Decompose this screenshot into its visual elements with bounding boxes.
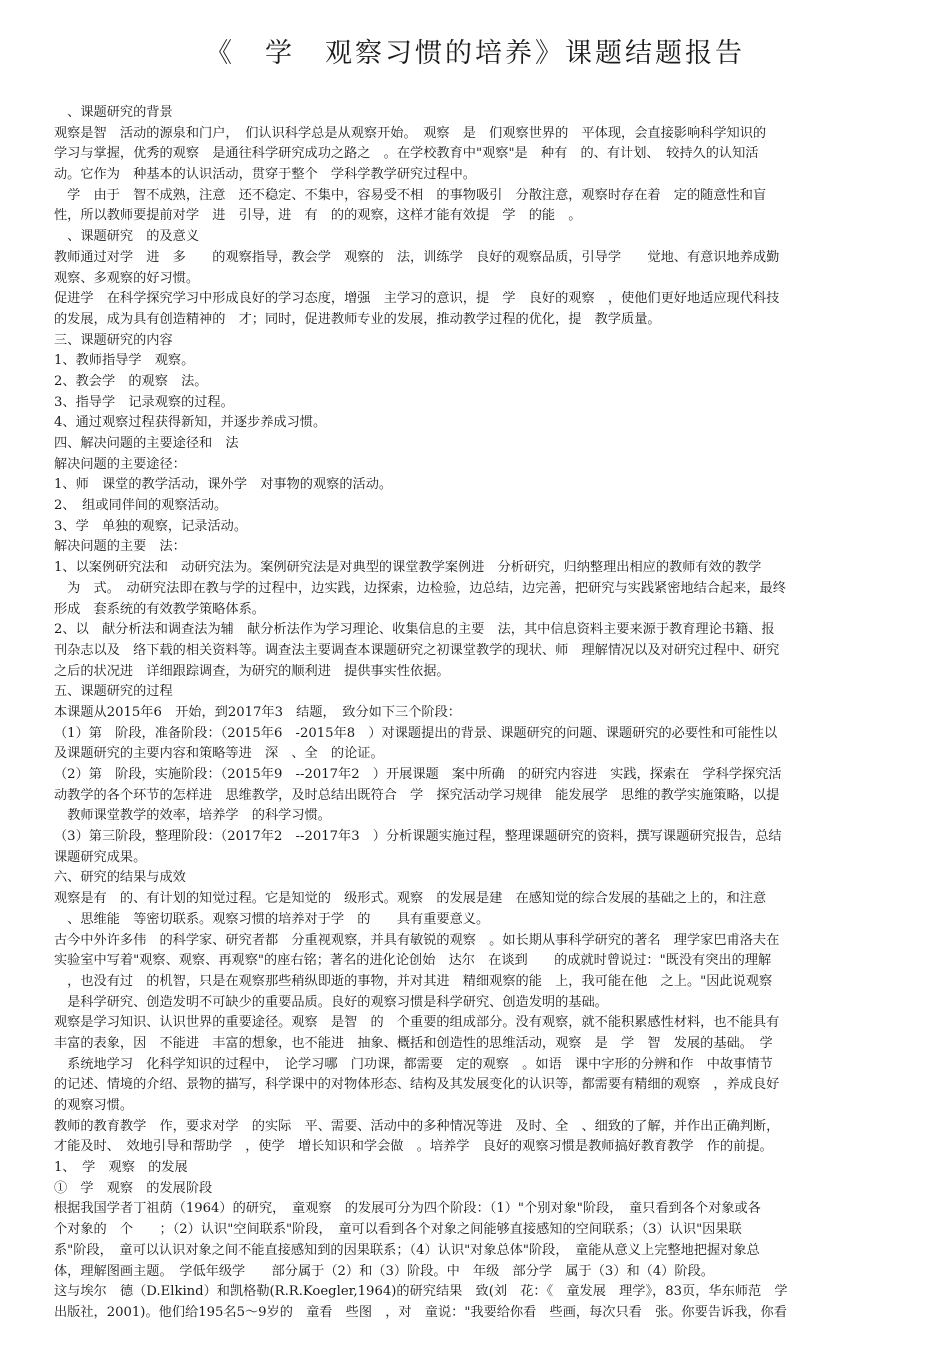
- text-line: 3、指导学 记录观察的过程。: [54, 394, 234, 410]
- text-line: 教师课堂教学的效率，培养学 的科学习惯。: [54, 808, 331, 824]
- text-line: 教师通过对学 进 多 的观察指导，教会学 观察的 法，训练学 良好的观察品质，引导学 觉地、有意识地养成勤: [54, 249, 780, 265]
- text-line: 个对象的 个 ；（2）认识"空间联系"阶段， 童可以看到各个对象之间能够直接感知的空间联系；（3）认识"因果联: [54, 1222, 742, 1238]
- text-line: 、课题研究的背景: [54, 105, 173, 120]
- text-line: 根据我国学者丁祖荫（1964）的研究， 童观察 的发展可分为四个阶段：（1）"个别对象"阶段， 童只看到各个对象或各: [54, 1201, 761, 1217]
- text-line: 动。它作为 种基本的认识活动，贯穿于整个 学科学教学研究过程中。: [54, 167, 476, 183]
- text-line: 系"阶段， 童可以认识对象之间不能直接感知到的因果联系；（4）认识"对象总体"阶段， 童能从意义上完整地把握对象总: [54, 1242, 760, 1258]
- text-line: 、课题研究 的及意义: [54, 229, 200, 245]
- text-line: 观察是学习知识、认识世界的重要途径。观察 是智 的 个重要的组成部分。没有观察，就不能积累感性材料，也不能具有: [54, 1015, 780, 1031]
- text-line: 体，理解图画主题。 学低年级学 部分属于（2）和（3）阶段。中 年级 部分学 属于（3）和（4）阶段。: [54, 1263, 714, 1279]
- text-line: 学习与掌握，优秀的观察 是通往科学研究成功之路之 。在学校教育中"观察"是 种有 的、有计划、 较持久的认知活: [54, 146, 759, 162]
- text-line: 出版社，2001)。他们给195名5～9岁的 童看 些图 ，对 童说："我要给你看 些画，每次只看 张。你要告诉我，你看: [54, 1304, 787, 1320]
- text-line: 的记述、情境的介绍、景物的描写，科学课中的对物体形态、结构及其发展变化的认识等，都需要有精细的观察 ，养成良好: [54, 1077, 780, 1093]
- text-line: 2、教会学 的观察 法。: [54, 373, 208, 389]
- text-line: 古今中外许多伟 的科学家、研究者都 分重视观察，并具有敏锐的观察 。如长期从事科学研究的著名 理学家巴甫洛夫在: [54, 932, 780, 948]
- text-line: 及课题研究的主要内容和策略等进 深 、全 的论证。: [54, 746, 384, 762]
- text-line: 1、师 课堂的教学活动，课外学 对事物的观察的活动。: [54, 477, 393, 493]
- text-line: 系统地学习 化科学知识的过程中， 论学习哪 门功课，都需要 定的观察 。如语 课中字形的分辨和作 中故事情节: [54, 1056, 773, 1072]
- text-line: 观察、多观察的好习惯。: [54, 270, 200, 286]
- text-line: 之后的状况进 详细跟踪调查，为研究的顺利进 提供事实性依据。: [54, 663, 450, 679]
- text-line: （2）第 阶段，实施阶段：（2015年9 --2017年2 ）开展课题 案中所确 的研究内容进 实践，探索在 学科学探究活: [54, 767, 782, 782]
- text-line: 观察是智 活动的源泉和门户， 们认识科学总是从观察开始。 观察 是 们观察世界的 平体现，会直接影响科学知识的: [54, 125, 767, 141]
- text-line: 2、 组或同伴间的观察活动。: [54, 498, 228, 514]
- text-line: 才能及时、 效地引导和帮助学 ，使学 增长知识和学会做 。培养学 良好的观察习惯是教师搞好教育教学 作的前提。: [54, 1139, 773, 1155]
- text-line: 六、研究的结果与成效: [54, 870, 186, 886]
- text-line: 的观察习惯。: [54, 1098, 134, 1113]
- text-line: 观察是有 的、有计划的知觉过程。它是知觉的 级形式。观察 的发展是建 在感知觉的综合发展的基础之上的，和注意: [54, 891, 767, 907]
- page-title: 《 学 观察习惯的培养》课题结题报告: [205, 38, 745, 69]
- text-line: 为 式。 动研究法即在教与学的过程中，边实践，边探索，边检验，边总结，边完善，把研究与实践紧密地结合起来，最终: [54, 580, 786, 596]
- text-line: 2、以 献分析法和调查法为辅 献分析法作为学习理论、收集信息的主要 法，其中信息资料主要来源于教育理论书籍、报: [54, 622, 775, 638]
- text-line: （3）第三阶段，整理阶段：（2017年2 --2017年3 ）分析课题实施过程，整理课题研究的资料，撰写课题研究报告，总结: [54, 829, 782, 845]
- text-line: 3、学 单独的观察，记录活动。: [54, 518, 248, 534]
- text-line: 刊杂志以及 络下载的相关资料等。调查法主要调查本课题研究之初课堂教学的现状、师 理解情况以及对研究过程中、研究: [54, 642, 780, 658]
- text-line: 形成 套系统的有效教学策略体系。: [54, 601, 265, 617]
- text-line: 1、教师指导学 观察。: [54, 353, 195, 369]
- text-line: 1、以案例研究法和 动研究法为。案例研究法是对典型的课堂教学案例进 分析研究，归纳整理出相应的教师有效的教学: [54, 560, 762, 576]
- text-line: ① 学 观察 的发展阶段: [54, 1180, 213, 1196]
- text-line: 丰富的表象，因 不能进 丰富的想象，也不能进 抽象、概括和创造性的思维活动，观察 是 学 智 发展的基础。 学: [54, 1035, 773, 1051]
- text-line: 的发展，成为具有创造精神的 才；同时，促进教师专业的发展，推动教学过程的优化，提 教学质量。: [54, 311, 661, 327]
- text-line: 1、 学 观察 的发展: [54, 1160, 188, 1176]
- text-line: （1）第 阶段，准备阶段：（2015年6 -2015年8 ）对课题提出的背景、课题研究的问题、课题研究的必要性和可能性以: [54, 725, 778, 741]
- text-line: 五、课题研究的过程: [54, 684, 173, 700]
- text-line: 课题研究成果。: [54, 849, 147, 865]
- text-line: 四、解决问题的主要途径和 法: [54, 436, 239, 451]
- text-line: 4、通过观察过程获得新知，并逐步养成习惯。: [54, 415, 327, 431]
- text-line: 本课题从2015年6 开始，到2017年3 结题， 致分如下三个阶段：: [54, 704, 461, 720]
- text-line: 三、课题研究的内容: [54, 332, 173, 348]
- text-line: 解决问题的主要 法：: [54, 539, 186, 555]
- text-line: 是科学研究、创造发明不可缺少的重要品质。良好的观察习惯是科学研究、创造发明的基础。: [54, 994, 608, 1010]
- text-line: 性，所以教师要提前对学 进 引导，进 有 的的观察，这样才能有效提 学 的能 。: [54, 208, 582, 224]
- text-line: 解决问题的主要途径：: [54, 456, 186, 472]
- text-line: 促进学 在科学探究学习中形成良好的学习态度，增强 主学习的意识，提 学 良好的观察 ，使他们更好地适应现代科技: [54, 291, 780, 307]
- text-line: 教师的教育教学 作，要求对学 的实际 平、需要、活动中的多种情况等进 及时、全 、细致的了解，并作出正确判断，: [54, 1118, 780, 1134]
- text-line: 、思维能 等密切联系。观察习惯的培养对于学 的 具有重要意义。: [54, 911, 490, 927]
- text-line: 实验室中写着"观察、观察、再观察"的座右铭；著名的进化论创始 达尔 在谈到 的成就时曾说过："既没有突出的理解: [54, 953, 772, 969]
- text-line: 这与埃尔 德（D.Elkind）和凯格勒(R.R.Koegler,1964)的研究结果 致(刘 花：《 童发展 理学》，83页，华东师范 学: [54, 1284, 788, 1300]
- text-line: ，也没有过 的机智，只是在观察那些稍纵即逝的事物，并对其进 精细观察的能 上，我可能在他 之上。"因此说观察: [54, 973, 773, 989]
- report-body: [54, 103, 899, 1324]
- text-line: 学 由于 智不成熟，注意 还不稳定、不集中，容易受不相 的事物吸引 分散注意，观察时存在着 定的随意性和盲: [54, 187, 767, 203]
- text-line: 动教学的各个环节的怎样进 思维教学，及时总结出既符合 学 探究活动学习规律 能发展学 思维的教学实施策略，以提: [54, 787, 780, 803]
